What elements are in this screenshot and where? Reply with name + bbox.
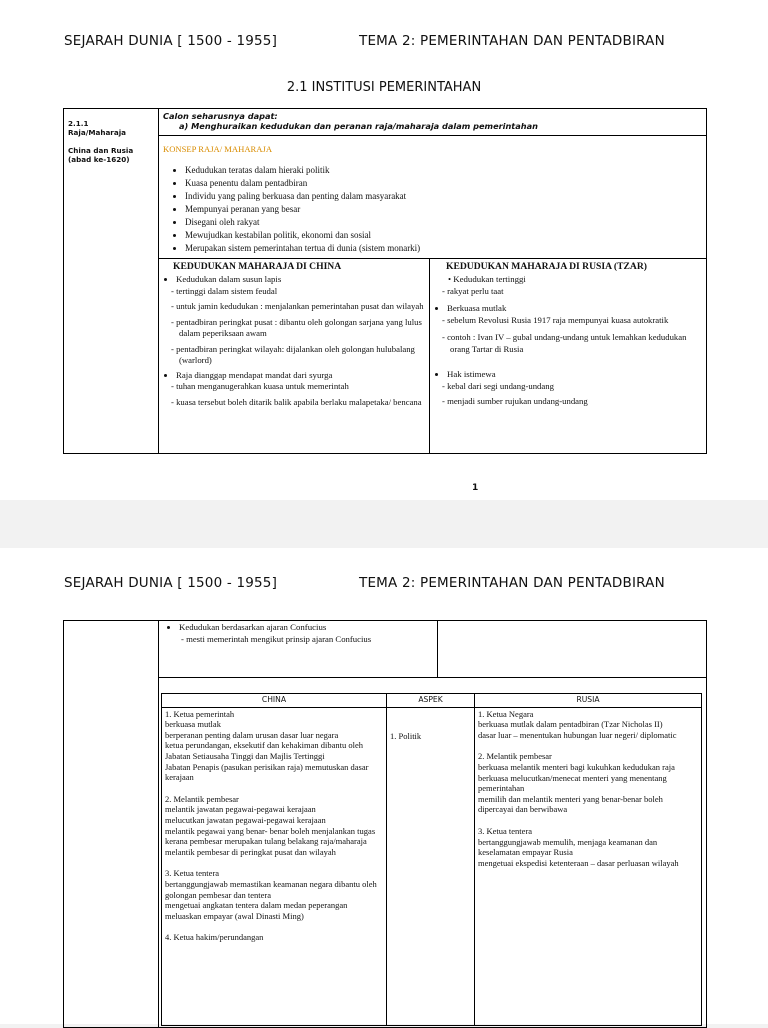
rusia-bullet: • Hak istimewa [447, 369, 702, 381]
rusia-title: KEDUDUKAN MAHARAJA DI RUSIA (TZAR) [446, 261, 647, 272]
konsep-item: • Kedudukan teratas dalam hieraki politik [185, 164, 702, 177]
konsep-title: KONSEP RAJA/ MAHARAJA [163, 144, 273, 154]
topic-cell [64, 109, 159, 454]
china-sub: - tertinggi dalam sistem feudal [171, 285, 278, 296]
china-sub: - kuasa tersebut boleh ditarik balik apabila berlaku malapetaka/ bencana [171, 396, 422, 407]
china-column [162, 707, 387, 1025]
empty-right-cell [438, 621, 707, 678]
rusia-sub: - kebal dari segi undang-undang [442, 380, 554, 391]
rusia-bullets [434, 303, 702, 315]
china-sub: - tuhan menganugerahkan kuasa untuk memerintah [171, 381, 349, 391]
china-sub: - pentadbiran peringkat pusat : dibantu oleh golongan sarjana yang lulus dalam peperiksaan awam [171, 316, 422, 338]
header-right: TEMA 2: PEMERINTAHAN DAN PENTADBIRAN [359, 33, 665, 49]
confucius-bullet: • Kedudukan berdasarkan ajaran Confucius [179, 622, 433, 634]
rusia-bullet: • Berkuasa mutlak [447, 303, 702, 315]
block-line: melantik pembesar di peringkat pusat dan wilayah [165, 846, 336, 857]
block-line: berkuasa melucutkan/menecat menteri yang menentang pemerintahan [478, 772, 667, 794]
page-2 [0, 548, 768, 1024]
china-sub: - pentadbiran peringkat wilayah: dijalankan oleh golongan hulubalang (warlord) [171, 343, 415, 365]
confucius-cell [159, 621, 438, 678]
section-title: 2.1 INSTITUSI PEMERINTAHAN [286, 80, 482, 95]
rusia-block [478, 751, 698, 815]
block-line: melucutkan jawatan pegawai-pegawai kerajaan [165, 814, 326, 825]
topic-cell-empty [64, 621, 159, 1028]
china-bullets [163, 274, 425, 286]
topic-code: 2.1.1 [68, 119, 89, 128]
col-header-aspek: ASPEK [387, 694, 475, 708]
content-table [63, 108, 707, 454]
header-left: SEJARAH DUNIA [ 1500 - 1955] [64, 33, 278, 49]
rusia-block [478, 709, 698, 741]
rusia-sub: - menjadi sumber rujukan undang-undang [442, 396, 588, 406]
topic-period: (abad ke-1620) [68, 155, 130, 164]
block-line: bertanggungjawab memastikan keamanan negara dibantu oleh golongan pembesar dan tentera [165, 878, 377, 900]
block-line: bertanggungjawab memulih, menjaga keamanan dan keselamatan empayar Rusia [478, 836, 658, 858]
china-block [165, 794, 383, 858]
comparison-table [161, 693, 702, 1026]
china-bullet: • Kedudukan dalam susun lapis [176, 274, 425, 286]
block-line: berkuasa melantik menteri bagi kukuhkan kedudukan raja [478, 761, 675, 772]
konsep-item: • Kuasa penentu dalam pentadbiran [185, 177, 702, 190]
block-line: melantik jawatan pegawai-pegawai kerajaan [165, 804, 316, 815]
block-line: dasar luar – menentukan hubungan luar negeri/ diplomatic [478, 729, 677, 740]
konsep-item: • Mewujudkan kestabilan politik, ekonomi dan sosial [185, 229, 702, 242]
header-left: SEJARAH DUNIA [ 1500 - 1955] [64, 575, 278, 591]
objective-intro: Calon seharusnya dapat: [163, 111, 278, 121]
block-line: Jabatan Penapis (pasukan perisikan raja) memutuskan dasar kerajaan [165, 761, 369, 783]
col-header-rusia: RUSIA [475, 694, 702, 708]
block-line: mengetuai ekspedisi ketenteraan – dasar perluasan wilayah [478, 857, 679, 868]
china-title: KEDUDUKAN MAHARAJA DI CHINA [173, 261, 342, 272]
block-heading: 1. Ketua Negara [478, 708, 534, 719]
col-header-china: CHINA [162, 694, 387, 708]
objective-cell [159, 109, 707, 136]
block-line: memilih dan melantik menteri yang benar-benar boleh dipercayai dan berwibawa [478, 793, 663, 815]
china-bullet: • Raja dianggap mendapat mandat dari syurga [176, 370, 425, 382]
header-right: TEMA 2: PEMERINTAHAN DAN PENTADBIRAN [359, 575, 665, 591]
rusia-cell [430, 259, 707, 454]
konsep-cell [159, 136, 707, 259]
topic-name: Raja/Maharaja [68, 128, 127, 137]
block-heading: 2. Melantik pembesar [165, 793, 239, 804]
rusia-sub: - rakyat perlu taat [442, 285, 504, 296]
block-heading: 1. Ketua pemerintah [165, 708, 235, 719]
page-1 [0, 0, 768, 500]
konsep-item: • Individu yang paling berkuasa dan penting dalam masyarakat [185, 190, 702, 203]
china-block [165, 932, 383, 943]
konsep-item: • Disegani oleh rakyat [185, 216, 702, 229]
continuation-table [63, 620, 707, 1028]
block-line: mengetuai angkatan tentera dalam medan peperangan [165, 900, 348, 911]
objective-a: a) Menghuraikan kedudukan dan peranan raja/maharaja dalam pemerintahan [179, 121, 538, 131]
block-line: berperanan penting dalam urusan dasar luar negara [165, 729, 339, 740]
china-bullets-2 [163, 370, 425, 382]
china-block [165, 868, 383, 921]
china-sub: - untuk jamin kedudukan : menjalankan pemerintahan pusat dan wilayah [171, 301, 424, 311]
konsep-item: • Mempunyai peranan yang besar [185, 203, 702, 216]
rusia-block [478, 826, 698, 868]
block-heading: 2. Melantik pembesar [478, 751, 552, 762]
konsep-item: • Merupakan sistem pemerintahan tertua di dunia (sistem monarki) [185, 242, 702, 255]
rusia-column [475, 707, 702, 1025]
topic-region: China dan Rusia [68, 146, 134, 155]
rusia-sub: - sebelum Revolusi Rusia 1917 raja mempunyai kuasa autokratik [442, 314, 669, 325]
block-heading: 3. Ketua tentera [165, 868, 220, 879]
block-line: meluaskan empayar (awal Dinasti Ming) [165, 910, 304, 921]
block-line: berkuasa mutlak [165, 719, 221, 730]
block-heading: 4. Ketua hakim/perundangan [165, 932, 264, 943]
block-heading: 3. Ketua tentera [478, 825, 533, 836]
confucius-sub: - mesti memerintah mengikut prinsip ajaran Confucius [181, 633, 372, 644]
comparison-cell [159, 678, 707, 1028]
rusia-bullets-3 [434, 369, 702, 381]
rusia-sub: - contoh : Ivan IV – gubal undang-undang untuk lemahkan kedudukan orang Tartar di Rusia [442, 332, 687, 354]
block-line: ketua perundangan, eksekutif dan kehakiman dibantu oleh Jabatan Setiausaha Tinggi dan Majlis Tertinggi [165, 740, 364, 761]
page-number: 1 [472, 483, 479, 493]
china-cell [159, 259, 430, 454]
konsep-list [163, 164, 702, 255]
rusia-bullet: • Kedudukan tertinggi [448, 274, 526, 284]
confucius-list [163, 622, 433, 634]
china-block [165, 709, 383, 783]
block-line: melantik pegawai yang benar- benar boleh menjalankan tugas kerana pembesar merupakan tulang belakang raja/maharaja [165, 825, 376, 847]
aspek-column: 1. Politik [387, 707, 475, 1025]
block-line: berkuasa mutlak dalam pentadbiran (Tzar Nicholas II) [478, 719, 663, 730]
